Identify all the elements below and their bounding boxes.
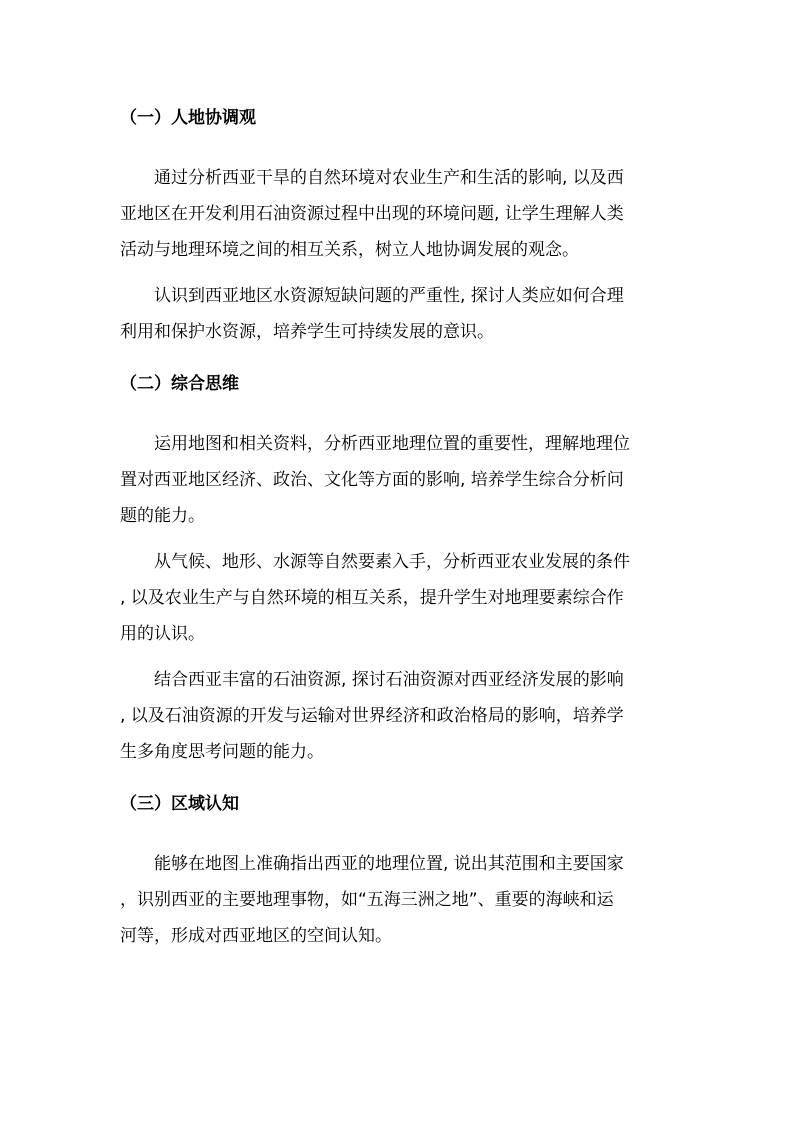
section-heading: （二）综合思维	[120, 374, 239, 394]
paragraph	[120, 662, 680, 770]
text-line: 亚地区在开发利用石油资源过程中出现的环境问题, 让学生理解人类	[120, 204, 624, 224]
text-line: , 以及石油资源的开发与运输对世界经济和政治格局的影响，培养学	[120, 706, 624, 726]
paragraph	[120, 426, 680, 534]
text-line: 题的能力。	[120, 506, 205, 526]
text-line: 河等，形成对西亚地区的空间认知。	[120, 926, 392, 946]
paragraph	[120, 846, 680, 954]
text-line: 运用地图和相关资料，分析西亚地理位置的重要性，理解地理位	[154, 434, 630, 454]
paragraph	[120, 278, 680, 350]
section-heading: （一）人地协调观	[120, 108, 256, 128]
text-line: 置对西亚地区经济、政治、文化等方面的影响, 培养学生综合分析问	[120, 470, 624, 490]
document-content	[120, 102, 680, 972]
section-human-earth-harmony	[120, 102, 680, 350]
text-line: 用的认识。	[120, 624, 205, 644]
paragraph	[120, 160, 680, 268]
paragraph	[120, 544, 680, 652]
text-line: 能够在地图上准确指出西亚的地理位置, 说出其范围和主要国家	[154, 854, 624, 874]
text-line: 从气候、地形、水源等自然要素入手，分析西亚农业发展的条件	[154, 552, 630, 572]
text-line: 结合西亚丰富的石油资源, 探讨石油资源对西亚经济发展的影响	[154, 670, 624, 690]
text-line: 活动与地理环境之间的相互关系，树立人地协调发展的观念。	[120, 240, 579, 260]
text-line: ，识别西亚的主要地理事物，如“五海三洲之地”、重要的海峡和运	[120, 890, 614, 910]
text-line: , 以及农业生产与自然环境的相互关系，提升学生对地理要素综合作	[120, 588, 624, 608]
text-line: 通过分析西亚干旱的自然环境对农业生产和生活的影响, 以及西	[154, 168, 624, 188]
section-regional-cognition	[120, 788, 680, 954]
text-line: 利用和保护水资源，培养学生可持续发展的意识。	[120, 322, 494, 342]
text-line: 认识到西亚地区水资源短缺问题的严重性, 探讨人类应如何合理	[154, 286, 624, 306]
text-line: 生多角度思考问题的能力。	[120, 742, 324, 762]
section-heading: （三）区域认知	[120, 794, 239, 814]
section-integrated-thinking	[120, 368, 680, 770]
